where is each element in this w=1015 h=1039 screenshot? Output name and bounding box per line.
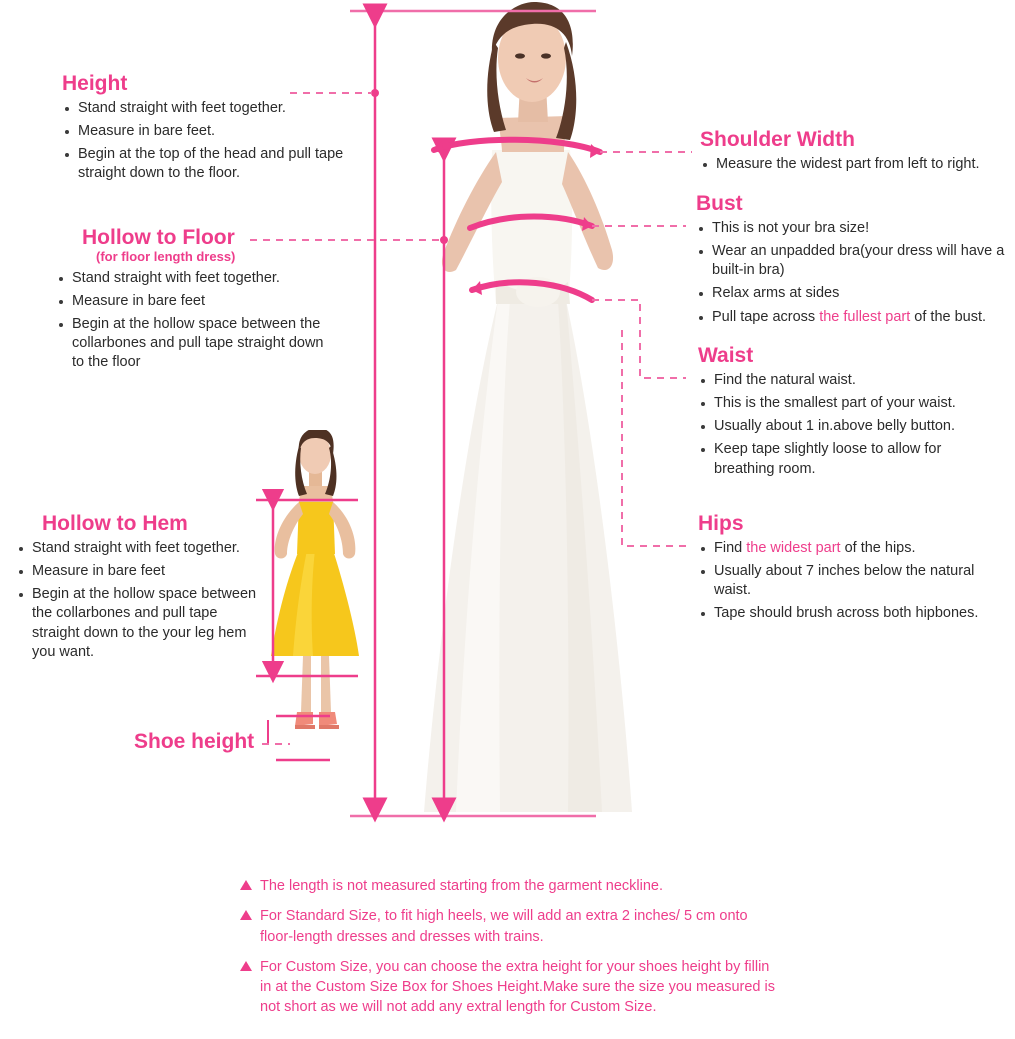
section-bust-title: Bust xyxy=(696,192,743,215)
footnote-1-line-1: The length is not measured starting from the garment neckline. xyxy=(260,878,663,894)
hips-highlight: the widest part xyxy=(746,540,841,557)
list-item: Usually about 1 in.above belly button. xyxy=(698,417,998,436)
list-item: Measure in bare feet xyxy=(56,292,338,311)
footnote-2 xyxy=(240,906,880,947)
bust-highlight: the fullest part xyxy=(819,308,911,325)
list-item: Relax arms at sides xyxy=(696,284,1008,303)
section-bust-bullets xyxy=(696,219,1008,327)
section-hips-title: Hips xyxy=(698,512,744,535)
section-hips xyxy=(698,512,1000,628)
bust-pre: Pull tape across xyxy=(712,308,820,325)
section-shoulder-width-title: Shoulder Width xyxy=(700,128,855,151)
list-item-bust-fullest xyxy=(696,308,1008,327)
section-height-title: Height xyxy=(62,72,128,95)
footnote-3 xyxy=(240,957,880,1018)
section-shoe-height xyxy=(134,730,254,753)
triangle-icon xyxy=(240,961,252,971)
footnote-3-line-2: in at the Custom Size Box for Shoes Height.Make sure the size you measured is xyxy=(260,979,775,996)
section-waist xyxy=(698,344,998,483)
section-height xyxy=(62,72,362,188)
list-item: Stand straight with feet together. xyxy=(62,99,362,118)
bust-post: of the bust. xyxy=(910,308,987,325)
list-item: Stand straight with feet together. xyxy=(56,269,338,288)
list-item: Measure in bare feet. xyxy=(62,122,362,141)
section-hollow-to-floor-subtitle: (for floor length dress) xyxy=(96,249,236,265)
section-height-bullets xyxy=(62,99,362,184)
list-item: Begin at the hollow space between the collarbones and pull tape straight down to the your leg hem you want. xyxy=(16,585,266,662)
section-hollow-to-hem-title: Hollow to Hem xyxy=(42,512,188,535)
section-waist-title: Waist xyxy=(698,344,754,367)
list-item: Measure the widest part from left to right. xyxy=(700,155,1010,174)
list-item-hips-widest xyxy=(698,539,1000,558)
section-hollow-to-hem xyxy=(16,512,266,666)
list-item: Begin at the top of the head and pull tape straight down to the floor. xyxy=(62,145,362,183)
section-shoe-height-title: Shoe height xyxy=(134,730,255,753)
section-hollow-to-floor-title: Hollow to Floor xyxy=(82,226,235,249)
list-item: Find the natural waist. xyxy=(698,371,998,390)
section-waist-bullets xyxy=(698,371,998,479)
hips-pre: Find xyxy=(714,540,747,557)
footnote-3-line-1: For Custom Size, you can choose the extra height for your shoes height by fillin xyxy=(260,958,770,975)
hips-post: of the hips. xyxy=(840,540,916,557)
footnote-2-line-1: For Standard Size, to fit high heels, we will add an extra 2 inches/ 5 cm onto xyxy=(260,908,748,925)
list-item: This is the smallest part of your waist. xyxy=(698,394,998,413)
section-hollow-to-floor xyxy=(48,226,338,376)
list-item: Measure in bare feet xyxy=(16,562,266,581)
list-item: Keep tape slightly loose to allow for breathing room. xyxy=(698,440,998,478)
list-item: Wear an unpadded bra(your dress will have a built-in bra) xyxy=(696,242,1008,280)
list-item: Usually about 7 inches below the natural waist. xyxy=(698,562,1000,600)
list-item: Begin at the hollow space between the collarbones and pull tape straight down to the floor xyxy=(56,315,338,372)
section-hollow-to-hem-bullets xyxy=(16,539,266,662)
section-hips-bullets xyxy=(698,539,1000,624)
triangle-icon xyxy=(240,880,252,890)
footnote-2-line-2: floor-length dresses and dresses with trains. xyxy=(260,928,544,945)
triangle-icon xyxy=(240,910,252,920)
list-item: This is not your bra size! xyxy=(696,219,1008,238)
footnotes xyxy=(240,876,880,1028)
list-item: Stand straight with feet together. xyxy=(16,539,266,558)
footnote-3-line-3: not short as we will not add any extral length for Custom Size. xyxy=(260,999,657,1016)
list-item: Tape should brush across both hipbones. xyxy=(698,604,1000,623)
section-shoulder-width xyxy=(700,128,1010,178)
section-bust xyxy=(696,192,1008,331)
footnote-1 xyxy=(240,876,880,896)
section-shoulder-width-bullets xyxy=(700,155,1010,174)
section-hollow-to-floor-bullets xyxy=(56,269,338,373)
